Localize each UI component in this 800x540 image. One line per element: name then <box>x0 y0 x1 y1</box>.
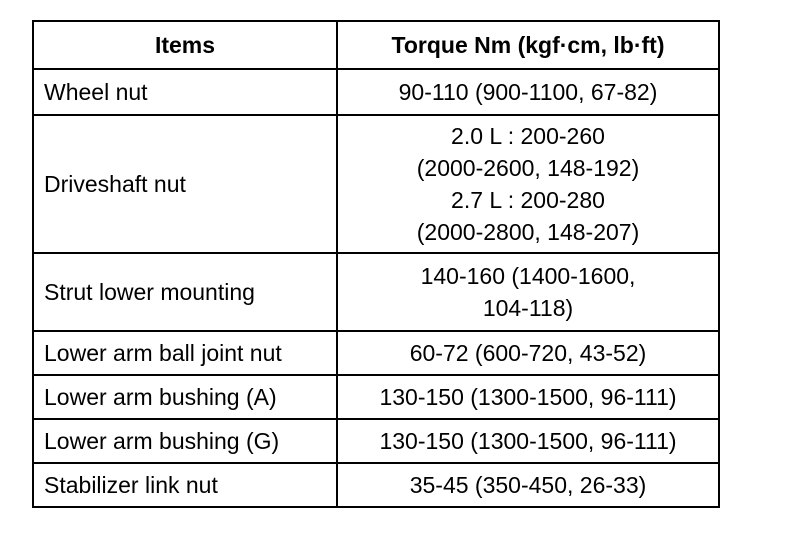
item-cell: Lower arm bushing (G) <box>33 419 337 463</box>
torque-spec-table <box>32 20 720 508</box>
torque-cell <box>337 69 719 115</box>
torque-cell <box>337 253 719 331</box>
torque-cell <box>337 375 719 419</box>
table-row <box>33 331 719 375</box>
column-header-items: Items <box>33 21 337 69</box>
torque-line: 130-150 (1300-1500, 96-111) <box>379 384 677 410</box>
table-row <box>33 69 719 115</box>
torque-line: 2.0 L : 200-260 <box>451 123 605 149</box>
torque-line: (2000-2800, 148-207) <box>416 219 640 245</box>
torque-line: 104-118) <box>482 295 574 321</box>
item-cell: Driveshaft nut <box>33 115 337 253</box>
column-header-torque: Torque Nm (kgf·cm, lb·ft) <box>337 21 719 69</box>
table-row <box>33 253 719 331</box>
table-row <box>33 419 719 463</box>
item-cell: Stabilizer link nut <box>33 463 337 507</box>
table-row <box>33 463 719 507</box>
torque-line: 60-72 (600-720, 43-52) <box>409 340 647 366</box>
torque-cell <box>337 419 719 463</box>
torque-line: 130-150 (1300-1500, 96-111) <box>379 428 677 454</box>
torque-line: (2000-2600, 148-192) <box>416 155 640 181</box>
torque-line: 90-110 (900-1100, 67-82) <box>398 79 658 105</box>
table-row <box>33 375 719 419</box>
torque-cell <box>337 115 719 253</box>
torque-line: 35-45 (350-450, 26-33) <box>409 472 647 498</box>
item-cell: Lower arm ball joint nut <box>33 331 337 375</box>
torque-line: 2.7 L : 200-280 <box>451 187 605 213</box>
torque-line: 140-160 (1400-1600, <box>420 263 636 289</box>
table-row <box>33 115 719 253</box>
torque-cell <box>337 331 719 375</box>
item-cell: Wheel nut <box>33 69 337 115</box>
torque-cell <box>337 463 719 507</box>
item-cell: Lower arm bushing (A) <box>33 375 337 419</box>
table-header-row <box>33 21 719 69</box>
item-cell: Strut lower mounting <box>33 253 337 331</box>
